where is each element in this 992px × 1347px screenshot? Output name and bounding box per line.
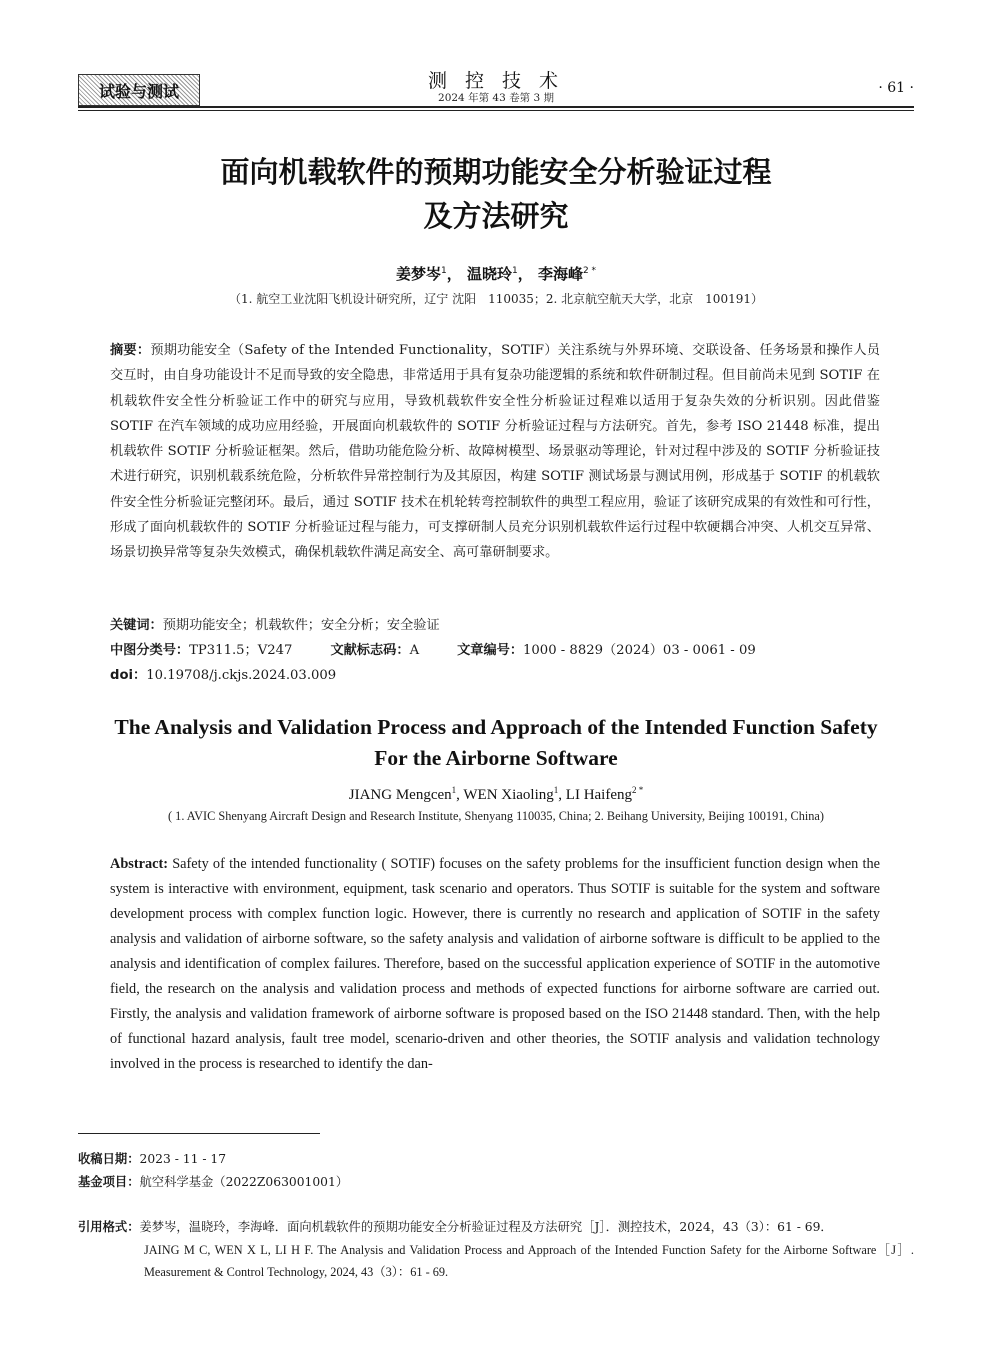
header-rule-thick <box>78 106 914 108</box>
title-cn-line1: 面向机载软件的预期功能安全分析验证过程 <box>220 155 772 189</box>
received-value: 2023 - 11 - 17 <box>139 1152 227 1166</box>
authors-cn <box>0 263 992 284</box>
title-en-line2: For the Airborne Software <box>374 746 618 770</box>
classification-cn <box>110 639 880 658</box>
author-cn-sep: ， <box>446 265 462 283</box>
author-en-sup: 2 * <box>632 785 644 795</box>
author-cn-sup: 1 <box>440 266 447 276</box>
abstract-cn-text: 预期功能安全（Safety of the Intended Functionality，SOTIF）关注系统与外界环境、交联设备、任务场景和操作人员交互时，由自身功能设计不足而导致的安全隐患，非常适用于具有复杂功能逻辑的系统和软件研制过程。但目前尚未见到 SOTIF 在机载软件安全性分析验证工作中的研究与应用，导致机载软件安全性分析验证过程难以适用于复杂失效的分析识别。因此借鉴 SOTIF 在汽车领域的成功应用经验，开展面向机载软件的 SOTIF 分析验证过程与方法研究。首先，参考 ISO 21448 标准，提出机载软件 SOTIF 分析验证框架。然后，借助功能危险分析、故障树模型、场景驱动等理论，针对过程中涉及的 SOTIF 分析验证技术进行研究，识别机载系统危险，分析软件异常控制行为及其原因，构建 SOTIF 测试场景与测试用例，形成基于 SOTIF 的机载软件安全性分析验证完整闭环。最后，通过 SOTIF 技术在机轮转弯控制软件的典型工程应用，验证了该研究成果的有效性和可行性，形成了面向机载软件的 SOTIF 分析验证过程与能力，可支撑研制人员充分识别机载软件运行过程中软硬耦合冲突、人机交互异常、场景切换异常等复杂失效模式，确保机载软件满足高安全、高可靠研制要求。 <box>110 343 880 561</box>
section-tag-label: 试验与测试 <box>98 81 179 101</box>
author-cn-sep: ， <box>517 265 533 283</box>
doi-value[interactable]: 10.19708/j.ckjs.2024.03.009 <box>146 668 337 683</box>
fund-project <box>78 1172 348 1190</box>
journal-name: 测 控 技 术 <box>427 70 565 92</box>
clc-label: 中图分类号： <box>110 643 190 658</box>
page-number: · 61 · <box>878 80 914 96</box>
author-en-name: JIANG Mengcen <box>348 787 452 803</box>
affiliation-cn: （1. 航空工业沈阳飞机设计研究所，辽宁 沈阳 110035；2. 北京航空航天大学，北京 100191） <box>229 292 763 306</box>
keywords-cn-text: 预期功能安全；机载软件；安全分析；安全验证 <box>162 618 440 633</box>
journal-issue: 2024 年第 43 卷第 3 期 <box>438 92 554 104</box>
keywords-cn <box>110 614 880 633</box>
abstract-en-label: Abstract: <box>110 856 168 872</box>
article-number-value: 1000 - 8829（2024）03 - 0061 - 09 <box>523 643 756 658</box>
author-en-sep: , <box>456 787 464 803</box>
fund-label: 基金项目： <box>78 1175 140 1189</box>
received-date <box>78 1149 226 1167</box>
author-cn-sup: 1 <box>511 266 518 276</box>
doi-label: doi： <box>110 668 147 683</box>
doc-code-value: A <box>409 643 420 658</box>
author-en-sup: 1 <box>553 785 559 795</box>
author-en-name: LI Haifeng <box>565 787 632 803</box>
keywords-cn-label: 关键词： <box>110 618 163 633</box>
clc-value: TP311.5；V247 <box>189 643 293 658</box>
abstract-en-text: Safety of the intended functionality ( SOTIF) focuses on the safety problems for the insufficient function design when the system is interactive with environment, equipment, task scenario and operators. Thus SOTIF is suitable for the system and software development process with complex function logic. However, there is currently no research and application of SOTIF in the safety analysis and validation of airborne software, so the safety analysis and validation of airborne software is difficult to be applied to the analysis and identification of complex failures. Therefore, based on the successful application experience of SOTIF in the automotive field, the research on the analysis and validation process and methods of expected functions for airborne software are carried out. Firstly, the analysis and validation framework of airborne software is proposed based on the ISO 21448 standard. Then, with the help of functional hazard analysis, fault tree model, scenario-driven and other theories, the SOTIF analysis and validation technology involved in the process is researched to identify the dan- <box>110 856 880 1072</box>
abstract-cn <box>110 338 880 566</box>
abstract-en <box>110 852 880 1077</box>
author-en-name: WEN Xiaoling <box>463 787 554 803</box>
title-en <box>60 712 932 774</box>
doi <box>110 664 880 683</box>
author-en-sup: 1 <box>451 785 457 795</box>
author-cn-name: 姜梦岑 <box>395 265 441 283</box>
author-cn-sup: 2 * <box>582 266 597 276</box>
citation-format <box>78 1216 914 1284</box>
citation-cn: 姜梦岑，温晓玲，李海峰．面向机载软件的预期功能安全分析验证过程及方法研究［J］．测控技术，2024，43（3）：61 - 69． <box>139 1220 833 1234</box>
title-en-line1: The Analysis and Validation Process and Approach of the Intended Function Safety <box>114 715 878 739</box>
article-number-label: 文章编号： <box>457 643 524 658</box>
citation-label: 引用格式： <box>78 1220 140 1234</box>
footnote-rule <box>78 1133 320 1134</box>
affiliation-en: ( 1. AVIC Shenyang Aircraft Design and Research Institute, Shenyang 110035, China; 2. Beihang University, Beijing 100191, China) <box>168 809 824 823</box>
title-cn-line2: 及方法研究 <box>423 199 569 233</box>
title-cn <box>100 150 892 238</box>
author-en-sep: , <box>558 787 566 803</box>
doc-code-label: 文献标志码： <box>330 643 410 658</box>
author-cn-name: 李海峰 <box>537 265 583 283</box>
authors-en <box>0 785 992 804</box>
author-cn-name: 温晓玲 <box>466 265 512 283</box>
abstract-cn-label: 摘要： <box>110 343 151 358</box>
citation-en: JAING M C, WEN X L, LI H F. The Analysis and Validation Process and Approach of the Intended Function Safety for the Airborne Software［J］. Measurement & Control Technology, 2024, 43（3）：61 - 69. <box>144 1242 914 1279</box>
fund-value: 航空科学基金（2022Z063001001） <box>139 1175 349 1189</box>
received-label: 收稿日期： <box>78 1152 140 1166</box>
header-rule-thin <box>78 110 914 111</box>
